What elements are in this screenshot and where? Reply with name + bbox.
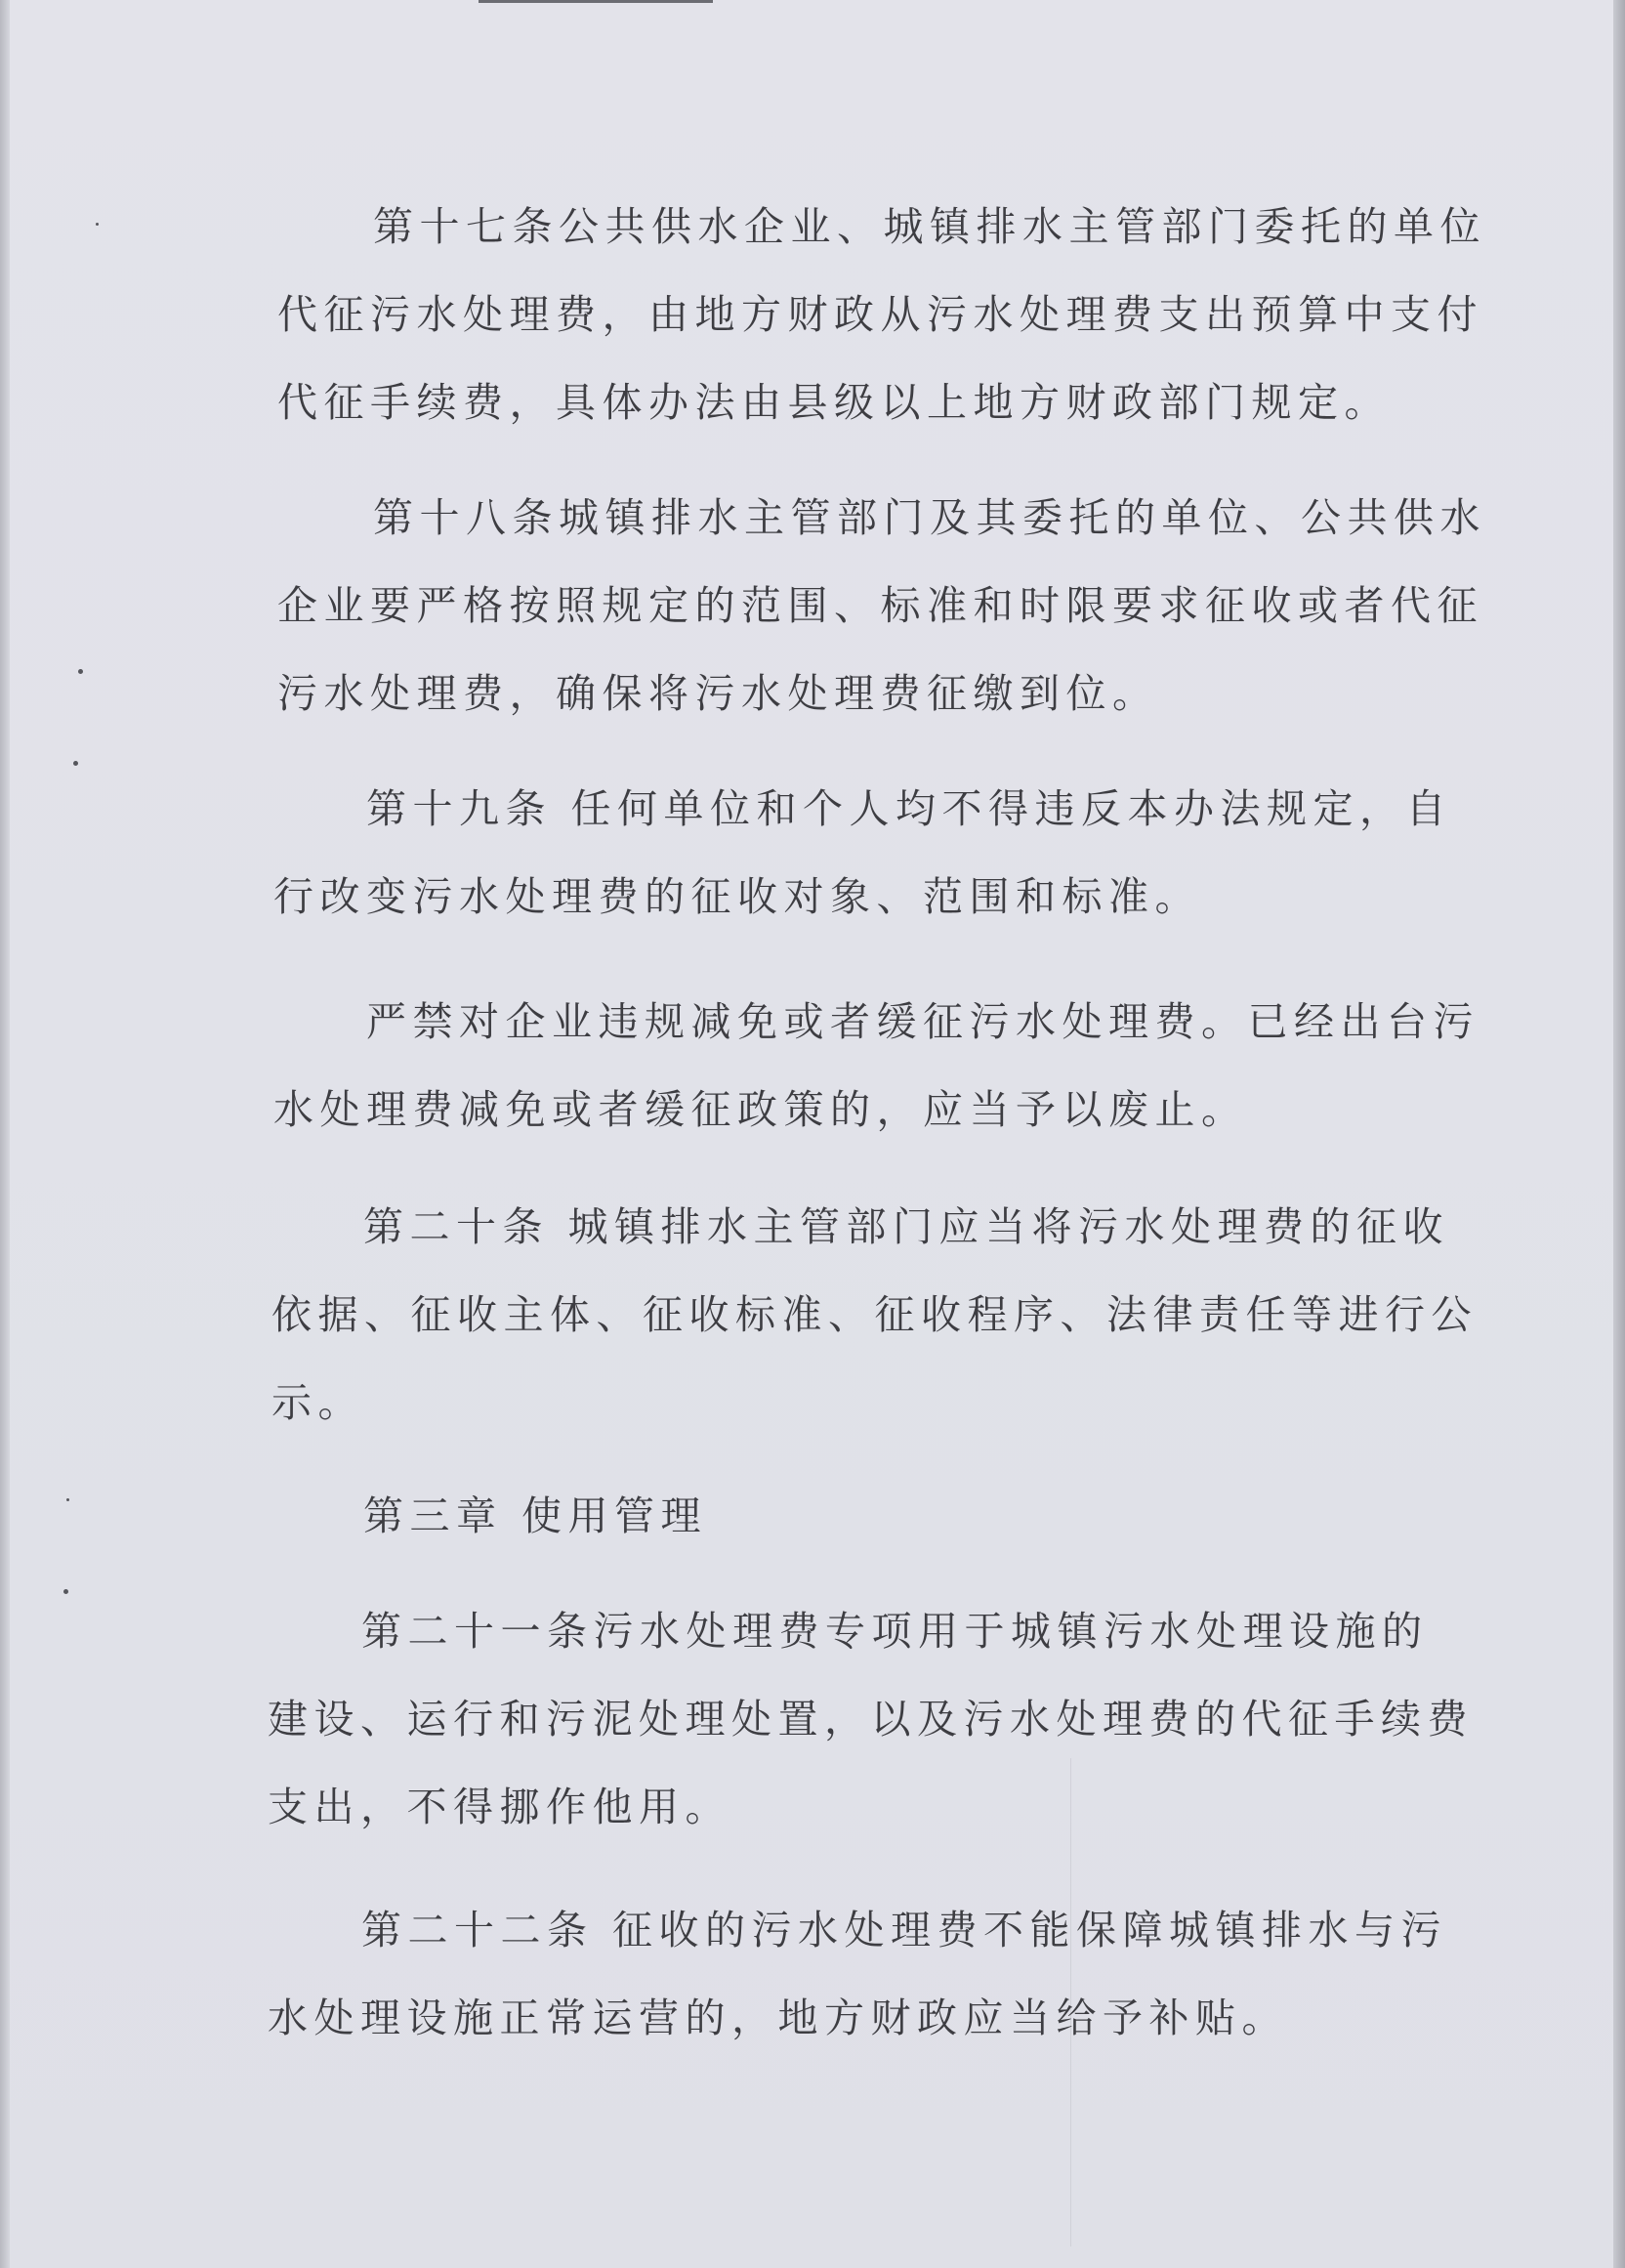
text-line: 污水处理费，确保将污水处理费征缴到位。 — [277, 670, 1159, 717]
text-line: 依据、征收主体、征收标准、征收程序、法律责任等进行公 — [271, 1291, 1478, 1338]
chapter-title: 第三章 使用管理 — [363, 1492, 708, 1539]
text-line: 严禁对企业违规减免或者缓征污水处理费。已经出台污 — [366, 998, 1479, 1045]
text-line: 代征手续费，具体办法由县级以上地方财政部门规定。 — [277, 379, 1391, 426]
text-line: 代征污水处理费，由地方财政从污水处理费支出预算中支付 — [277, 291, 1483, 338]
text-line: 第二十条 城镇排水主管部门应当将污水处理费的征收 — [363, 1203, 1450, 1250]
text-line: 第十七条公共供水企业、城镇排水主管部门委托的单位 — [373, 203, 1486, 250]
text-line: 第二十一条污水处理费专项用于城镇污水处理设施的 — [361, 1608, 1429, 1655]
text-line: 第十八条城镇排水主管部门及其委托的单位、公共供水 — [373, 494, 1486, 541]
text-line: 水处理设施正常运营的，地方财政应当给予补贴。 — [268, 1995, 1288, 2041]
text-line: 第十九条 任何单位和个人均不得违反本办法规定，自 — [366, 785, 1453, 832]
text-line: 支出，不得挪作他用。 — [268, 1784, 731, 1830]
text-line: 行改变污水处理费的征收对象、范围和标准。 — [273, 873, 1201, 920]
text-line: 建设、运行和污泥处理处置，以及污水处理费的代征手续费 — [268, 1696, 1474, 1743]
text-line: 企业要严格按照规定的范围、标准和时限要求征收或者代征 — [277, 582, 1483, 629]
text-line: 水处理费减免或者缓征政策的，应当予以废止。 — [273, 1086, 1248, 1133]
text-line: 示。 — [271, 1379, 364, 1426]
text-line: 第二十二条 征收的污水处理费不能保障城镇排水与污 — [361, 1907, 1448, 1953]
